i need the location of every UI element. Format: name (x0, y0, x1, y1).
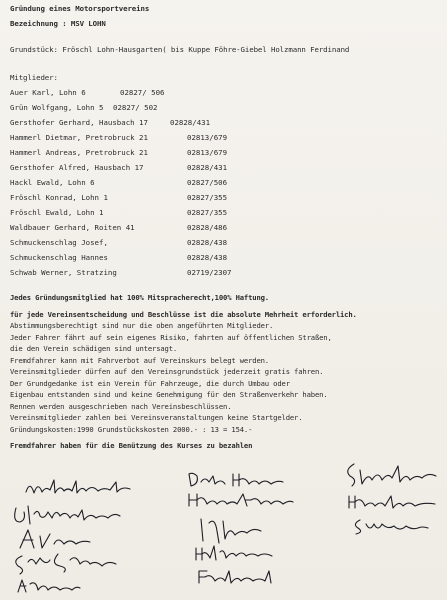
signature-gersthofer-gerhard (10, 550, 120, 578)
rule-line: für jede Vereinsentscheidung und Beschlüsse ist die absolute Mehrheit erforderlich. (10, 309, 357, 319)
member-phone: 02813/679 (187, 148, 228, 157)
rule-line: Jedes Gründungsmitglied hat 100% Mitspracherecht,100% Haftung. (10, 293, 269, 302)
signature-hammerl-andreas (185, 490, 295, 514)
member-row (10, 192, 250, 204)
member-name: Waldbauer Gerhard, Roiten 41 (10, 223, 135, 232)
signature-hackl-ewald (192, 544, 277, 568)
member-row (10, 177, 250, 189)
rule-line: Rennen werden ausgeschrieben nach Vereinsbeschlüssen. (10, 401, 232, 411)
member-row (10, 147, 250, 159)
member-phone: 02827/ 506 (120, 88, 165, 97)
member-phone: 02827/355 (187, 193, 228, 202)
member-phone: 02828/486 (187, 223, 228, 232)
member-name: Hammerl Dietmar, Pretrobruck 21 (10, 133, 148, 142)
members-heading: Mitglieder: (10, 73, 58, 82)
rule-line: die den Verein schädigen sind untersagt. (10, 344, 178, 353)
document-title: Gründung eines Motorsportvereins (10, 4, 150, 13)
rule-line: Fremdfahrer haben für die Benützung des Kurses zu bezahlen (10, 441, 253, 450)
member-phone: 02719/2307 (187, 268, 232, 277)
member-row (10, 162, 250, 174)
rule-line: Jeder Fahrer fährt auf sein eigenes Risiko, fahrten auf öffentlichen Straßen, (10, 332, 332, 342)
member-row (10, 117, 250, 129)
member-phone: 02827/355 (187, 208, 228, 217)
member-row (10, 207, 250, 219)
member-row (10, 132, 250, 144)
signature-schmuckenschlag-hannes (345, 492, 440, 514)
signature-froeschl-ewald (195, 567, 275, 591)
member-row (10, 87, 250, 99)
member-name: Schmuckenschlag Hannes (10, 253, 108, 262)
member-row (10, 102, 250, 114)
member-row (10, 267, 250, 279)
member-name: Hackl Ewald, Lohn 6 (10, 178, 95, 187)
member-name: Schmuckenschlag Josef, (10, 238, 108, 247)
member-name: Gersthofer Alfred, Hausbach 17 (10, 163, 144, 172)
member-row (10, 252, 250, 264)
member-phone: 02813/679 (187, 133, 228, 142)
member-row (10, 237, 250, 249)
club-designation: Bezeichnung : MSV LOHN (10, 19, 106, 28)
member-name: Auer Karl, Lohn 6 (10, 88, 86, 97)
member-phone: 02827/ 502 (113, 103, 158, 112)
rule-line: Vereinsmitglieder dürfen auf den Vereinsgrundstück jederzeit gratis fahren. (10, 367, 324, 376)
signature-waldbauer (24, 478, 134, 504)
property-line: Grundstück: Fröschl Lohn-Hausgarten( bis Kuppe Föhre-Giebel Holzmann Ferdinand (10, 45, 350, 54)
member-phone: 02828/431 (170, 118, 211, 127)
member-phone: 02828/438 (187, 238, 228, 247)
rule-line: Gründungskosten:1990 Grundstückskosten 2000.- : 13 = 154.- (10, 424, 253, 434)
rule-line: Fremdfahrer kann mit Fahrverbot auf Vereinskurs belegt werden. (10, 355, 269, 365)
member-name: Grün Wolfgang, Lohn 5 (10, 103, 104, 112)
rule-line: Vereinsmitglieder zahlen bei Vereinsveranstaltungen keine Startgelder. (10, 413, 303, 422)
member-name: Fröschl Konrad, Lohn 1 (10, 193, 108, 202)
member-name: Fröschl Ewald, Lohn 1 (10, 208, 104, 217)
member-name: Schwab Werner, Stratzing (10, 268, 117, 277)
rule-line: Eigenbau entstanden sind und keine Genehmigung für den Straßenverkehr haben. (10, 390, 328, 399)
member-name: Hammerl Andreas, Pretrobruck 21 (10, 148, 148, 157)
member-phone: 02828/438 (187, 253, 228, 262)
rule-line: Abstimmungsberechtigt sind nur die oben angeführten Mitglieder. (10, 321, 274, 330)
club-rules (10, 292, 440, 452)
signature-schmuckenschlag-josef (340, 462, 440, 492)
member-name: Gersthofer Gerhard, Hausbach 17 (10, 118, 148, 127)
member-phone: 02828/431 (187, 163, 228, 172)
member-phone: 02827/506 (187, 178, 228, 187)
signature-froeschl-konrad (14, 578, 84, 600)
rule-line: Der Grundgedanke ist ein Verein für Fahrzeuge, die durch Umbau oder (10, 378, 290, 388)
member-row (10, 222, 250, 234)
signature-schwab (350, 518, 430, 540)
